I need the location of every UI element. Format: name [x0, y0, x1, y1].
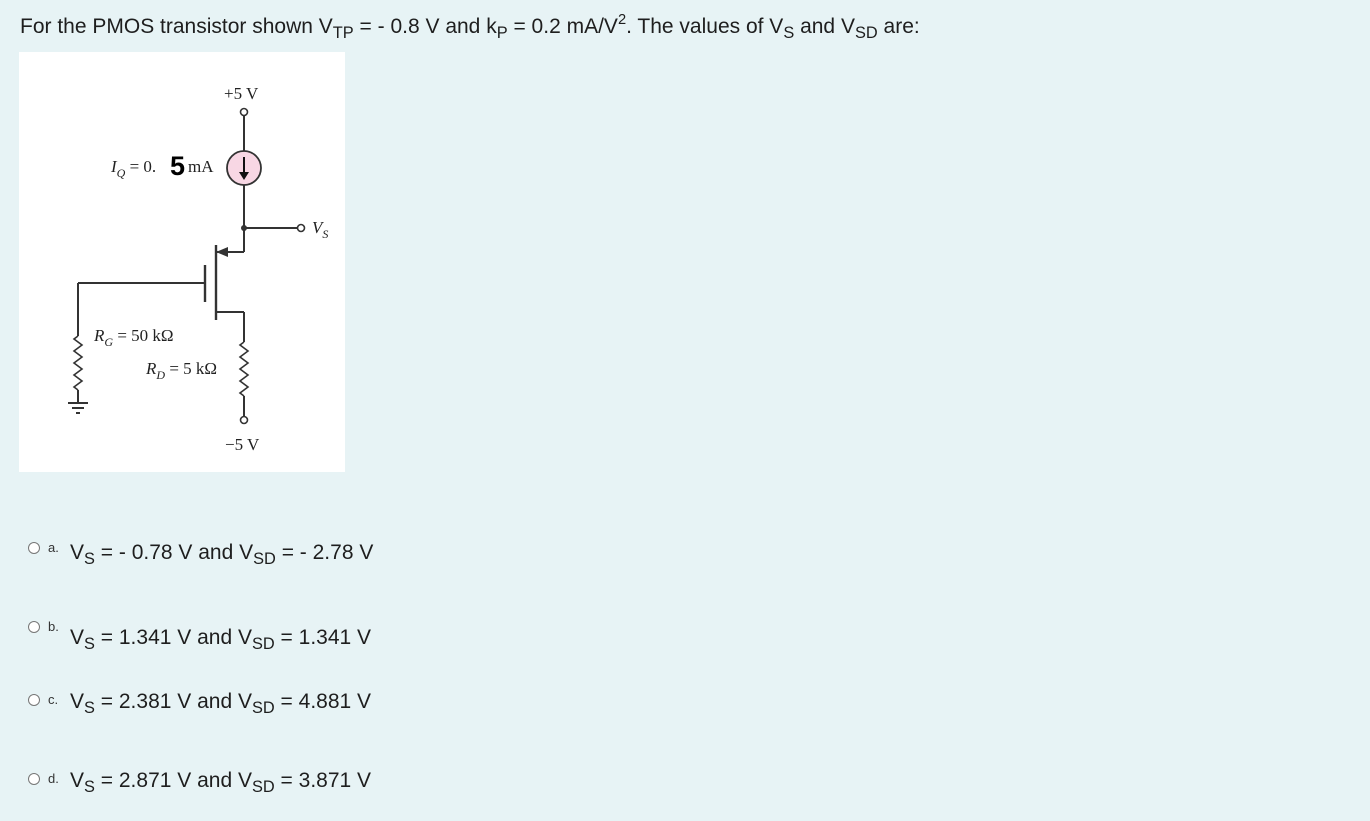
question-subscript: SD — [854, 23, 878, 42]
question-subscript: S — [783, 23, 795, 42]
question-part: are: — [877, 15, 920, 38]
radio-button-b[interactable] — [28, 621, 40, 633]
question-part: = 0.2 mA/V — [507, 15, 618, 38]
radio-button-d[interactable] — [28, 773, 40, 785]
iq-handwritten-digit: 5 — [170, 151, 186, 181]
top-terminal — [241, 109, 248, 116]
source-arrow — [216, 247, 228, 257]
rg-label: $R_G = 50$ kΩ — [94, 326, 174, 349]
vs-node-dot — [241, 225, 247, 231]
circuit-diagram — [19, 52, 345, 472]
rd-label: $R_D = 5$ kΩ — [146, 359, 218, 382]
vs-terminal — [298, 225, 305, 232]
option-text[interactable]: $V_S = 2.871$ V and $V_{SD} = 3.871$ V — [70, 769, 372, 796]
option-text[interactable]: $V_S = 2.381$ V and $V_{SD} = 4.881$ V — [70, 690, 372, 717]
radio-button-c[interactable] — [28, 694, 40, 706]
rd-resistor — [240, 342, 248, 396]
supply-bottom-label: −5 V — [225, 435, 260, 454]
option-letter: a. — [48, 540, 59, 555]
question-text — [20, 12, 920, 42]
iq-unit-label: mA — [188, 157, 214, 176]
question-superscript: 2 — [617, 12, 627, 29]
question-part: . The values of V — [626, 15, 784, 38]
question-part: For the PMOS transistor shown V — [20, 15, 333, 38]
option-letter: d. — [48, 771, 59, 786]
bottom-terminal — [241, 417, 248, 424]
question-part: = - 0.8 V and k — [353, 15, 497, 38]
circuit-figure — [19, 52, 345, 472]
iq-label: $I_Q = 0$. — [111, 157, 157, 180]
supply-top-label: +5 V — [224, 84, 259, 103]
question-part: and V — [794, 15, 855, 38]
vs-label: $V_S$ — [312, 218, 329, 241]
radio-button-a[interactable] — [28, 542, 40, 554]
option-text[interactable]: $V_S = 1.341$ V and $V_{SD} = 1.341$ V — [70, 626, 372, 653]
option-text[interactable]: $V_S$ = - 0.78 V and $V_{SD}$ = - 2.78 V — [70, 541, 374, 568]
option-letter: b. — [48, 619, 59, 634]
rg-resistor — [74, 336, 82, 390]
question-subscript: TP — [332, 23, 354, 42]
question-subscript: P — [496, 23, 508, 42]
option-letter: c. — [48, 692, 59, 707]
